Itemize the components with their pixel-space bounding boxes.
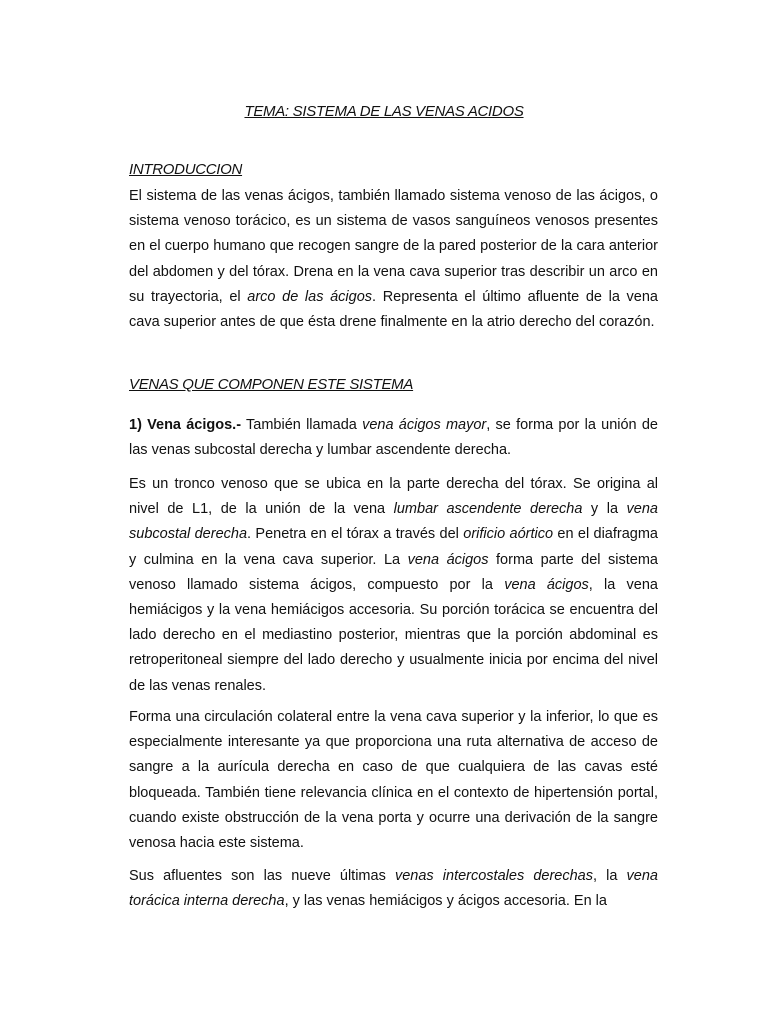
intro-text-1: El sistema de las venas ácigos, también llamado sistema venoso de las ácigos, o sistema venoso torácico, es un sistema de vasos sanguíneos venosos presentes en el cuerpo humano que recogen sangre de la pared posterior de la cara anterior del abdomen y del tórax. Drena en la vena cava superior tras describir un arco en su trayectoria, el: [129, 188, 658, 305]
p2-text-1: También llamada: [241, 417, 363, 433]
p5-text-a: Sus afluentes son las nueve últimas: [129, 868, 395, 884]
p2-text-2: , se forma por la unión de las venas subcostal derecha y lumbar ascendente derecha.: [129, 417, 658, 459]
afluentes-paragraph: [129, 864, 658, 914]
tronco-venoso-paragraph: [129, 472, 658, 699]
document-title: TEMA: SISTEMA DE LAS VENAS ACIDOS: [244, 103, 524, 120]
p3-italic-b: lumbar ascendente derecha: [393, 501, 583, 518]
p5-italic-b: venas intercostales derechas: [394, 868, 593, 884]
p3-text-e: . Penetra en el tórax a través del: [247, 526, 464, 543]
p3-italic-f: orificio aórtico: [463, 526, 554, 543]
intro-italic-arco: arco de las ácigos: [247, 288, 373, 305]
intro-text-2: . Representa el último afluente de la vena cava superior antes de que ésta drene finalmente en la atrio derecho del corazón.: [129, 288, 658, 331]
p2-italic: vena ácigos mayor: [362, 417, 487, 433]
intro-paragraph: [129, 184, 658, 335]
p3-text-i: forma parte del sistema venoso llamado sistema ácigos, compuesto por la: [129, 551, 659, 593]
p3-italic-d: vena subcostal derecha: [129, 501, 658, 543]
p3-italic-j: vena ácigos: [504, 576, 589, 593]
p3-italic-h: vena ácigos: [407, 551, 489, 568]
section-heading: VENAS QUE COMPONEN ESTE SISTEMA: [129, 376, 414, 393]
p3-text-c: y la: [582, 501, 627, 518]
p3-text-g: en el diafragma y culmina en la vena cava superior. La: [129, 526, 658, 568]
circulacion-paragraph: Forma una circulación colateral entre la vena cava superior y la inferior, lo que es especialmente interesante ya que proporciona una ruta alternativa de acceso de sangre a la aurícula derecha en caso de que cualquiera de las cavas esté bloqueada. También tiene relevancia clínica en el contexto de hipertensión portal, cuando existe obstrucción de la vena porta y ocurre una derivación de la sangre venosa hacia este sistema.: [129, 709, 658, 852]
p5-italic-d: vena torácica interna derecha: [129, 868, 658, 910]
vena-acigos-paragraph: [129, 413, 658, 463]
p3-text-k: , la vena hemiácigos y la vena hemiácigos accesoria. Su porción torácica se encuentra del lado derecho en el mediastino posterior, mientras que la porción abdominal es retroperitoneal siempre del lado derecho y usualmente inicia por encima del nivel de las venas renales.: [129, 576, 658, 694]
p5-text-c: , la: [592, 868, 627, 884]
p3-text-a: Es un tronco venoso que se ubica en la parte derecha del tórax. Se origina al nivel de L1, de la unión de la vena: [129, 476, 658, 518]
intro-heading: INTRODUCCION: [129, 161, 243, 178]
vena-acigos-label: 1) Vena ácigos.-: [129, 417, 242, 433]
p5-text-e: , y las venas hemiácigos y ácigos accesoria. En la: [284, 893, 607, 910]
